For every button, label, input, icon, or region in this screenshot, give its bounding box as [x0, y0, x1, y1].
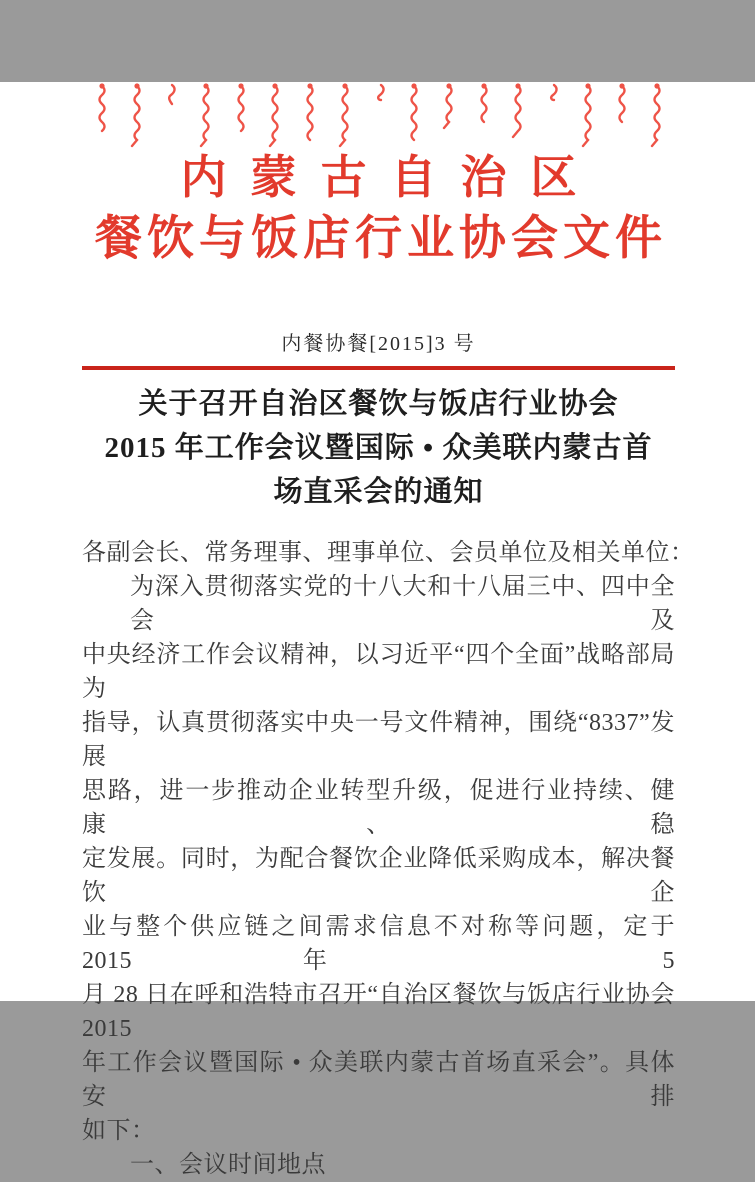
- document-title: [82, 382, 675, 514]
- mongolian-glyph: [476, 82, 492, 122]
- masthead: [82, 150, 675, 268]
- paragraph-line: 思路，进一步推动企业转型升级，促进行业持续、健康、稳: [82, 778, 675, 838]
- mongolian-glyph: [372, 82, 388, 102]
- mongolian-glyph: [580, 82, 596, 144]
- title-line-3: 场直采会的通知: [273, 476, 484, 508]
- mongolian-glyph: [129, 82, 145, 142]
- mongolian-glyph: [441, 82, 457, 128]
- mongolian-glyph: [545, 82, 561, 102]
- paragraph-line: 为深入贯彻落实党的十八大和十八届三中、四中全会及: [130, 574, 675, 634]
- masthead-organization-name: 餐饮与饭店行业协会文件: [95, 213, 667, 265]
- mongolian-script-band: [82, 82, 675, 148]
- salutation-line: 各副会长、常务理事、理事单位、会员单位及相关单位：: [82, 540, 695, 566]
- paragraph-line: 月 28 日在呼和浩特市召开“自治区餐饮与饭店行业协会 2015: [82, 982, 675, 1042]
- title-line-2: 2015 年工作会议暨国际 • 众美联内蒙古首: [104, 432, 653, 464]
- mongolian-glyph: [233, 82, 249, 136]
- paragraph-line: 年工作会议暨国际 • 众美联内蒙古首场直采会”。具体安排: [82, 1050, 675, 1110]
- mongolian-glyph: [614, 82, 630, 130]
- title-line-1: 关于召开自治区餐饮与饭店行业协会: [138, 388, 619, 420]
- paragraph: [82, 570, 675, 1148]
- mongolian-glyph: [649, 82, 665, 148]
- paragraph-line: 指导，认真贯彻落实中央一号文件精神，围绕“8337”发展: [82, 710, 675, 770]
- mongolian-glyph: [163, 82, 179, 106]
- paragraph-line: 中央经济工作会议精神，以习近平“四个全面”战略部局为: [82, 642, 675, 702]
- paragraph-line: 业与整个供应链之间需求信息不对称等问题，定于 2015 年 5: [82, 914, 675, 974]
- mongolian-glyph: [406, 82, 422, 140]
- red-separator-rule: [82, 366, 675, 370]
- mongolian-glyph: [302, 82, 318, 140]
- document-body: [82, 536, 695, 1182]
- mongolian-glyph: [510, 82, 526, 136]
- mongolian-glyph: [267, 82, 283, 140]
- mongolian-glyph: [337, 82, 353, 144]
- document-number: 内餐协餐[2015]3 号: [281, 333, 476, 355]
- section-heading: 一、会议时间地点: [130, 1152, 326, 1178]
- document-page: [0, 82, 755, 1178]
- masthead-region-name: 内蒙古自治区: [180, 152, 601, 203]
- mongolian-glyph: [198, 82, 214, 148]
- paragraph-line: 定发展。同时，为配合餐饮企业降低采购成本，解决餐饮企: [82, 846, 675, 906]
- mongolian-glyph: [94, 82, 110, 134]
- paragraph-line: 如下：: [82, 1118, 156, 1144]
